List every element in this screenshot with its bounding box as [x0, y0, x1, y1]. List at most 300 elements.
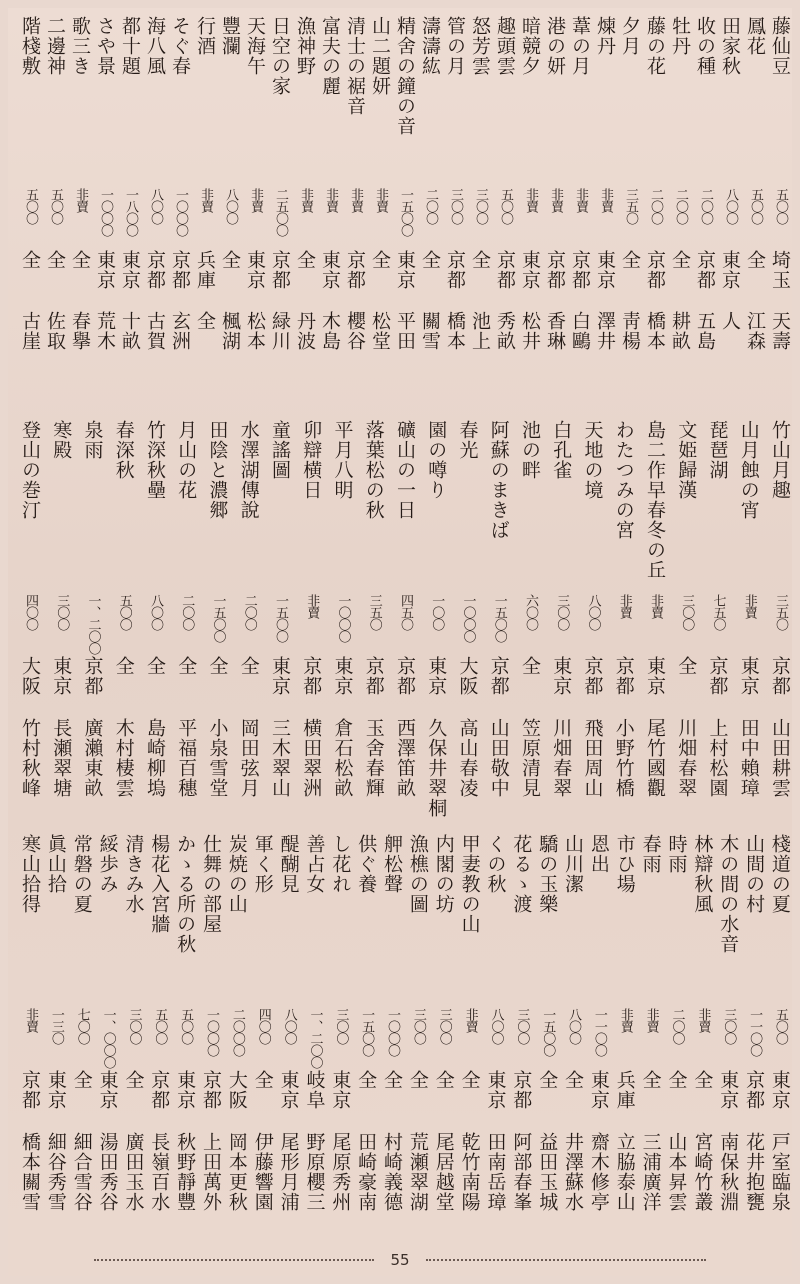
entry-price: 一〇〇〇 — [98, 188, 113, 237]
entry-author: 竹村秋峰 — [19, 718, 41, 798]
listing-entry — [456, 420, 480, 828]
entry-place: 全 — [381, 1070, 404, 1090]
entry-place: 全 — [469, 249, 491, 270]
entry-author: 橋本 — [644, 311, 666, 352]
entry-author: 井澤蘇水 — [562, 1132, 585, 1212]
entry-author: 緑川 — [269, 311, 291, 352]
listing-entry — [668, 16, 692, 416]
entry-author: 廣田玉水 — [122, 1132, 145, 1212]
listing-entry — [483, 834, 507, 1244]
entry-price: 非賣 — [348, 188, 363, 213]
entry-title: 富夫の麗 — [319, 16, 341, 96]
entry-author: 木島 — [319, 311, 341, 352]
listing-entry — [368, 16, 392, 416]
entry-place: 全 — [175, 656, 198, 676]
entry-price: 一三〇 — [48, 1008, 64, 1044]
entry-title: 竹山月趣 — [769, 420, 791, 500]
entry-place: 東京 — [329, 1070, 352, 1110]
entry-title: そぐ春 — [169, 16, 191, 76]
entry-author: 山田敬中 — [487, 718, 510, 798]
entry-title: 林辯秋風 — [691, 834, 714, 914]
listing-entry — [443, 16, 467, 416]
listing-entry — [518, 420, 542, 828]
entry-title: 綏歩み — [96, 834, 119, 894]
entry-author: 池上 — [469, 311, 491, 352]
entry-price: 五〇〇 — [178, 1008, 194, 1044]
listing-entry — [737, 420, 761, 828]
entry-title: 山月蝕の宵 — [737, 420, 760, 520]
entry-author: 長瀬翠塘 — [50, 718, 73, 798]
entry-author: 丹波 — [294, 311, 316, 352]
document-page — [8, 8, 792, 1276]
entry-title: 漁樵の圖 — [406, 834, 429, 914]
entry-title: 島二作早春冬の丘 — [644, 420, 666, 580]
entry-place: 全 — [675, 656, 698, 676]
listing-entry — [18, 420, 42, 828]
listing-entry — [468, 16, 492, 416]
entry-price: 三〇〇 — [54, 594, 70, 630]
listing-entry — [118, 16, 142, 416]
listing-entry — [643, 16, 667, 416]
footer-dotted-rule-left — [94, 1259, 374, 1261]
entry-place: 東京 — [244, 249, 266, 290]
entry-price: 五〇〇 — [48, 188, 63, 225]
entry-title: 山川潔 — [562, 834, 585, 894]
entry-price: 非賣 — [548, 188, 563, 213]
entry-title: 牡丹 — [669, 16, 691, 56]
entry-title: 清きみ水 — [122, 834, 145, 914]
entry-place: 全 — [70, 1070, 93, 1090]
entry-title: 礦山の一日 — [394, 420, 416, 520]
listing-entry — [251, 834, 275, 1244]
entry-price: 非賣 — [198, 188, 213, 213]
entry-price: 非賣 — [617, 1008, 633, 1032]
listing-entry — [693, 16, 717, 416]
entry-author: 松本 — [244, 311, 266, 352]
entry-author: 秋野靜豐 — [174, 1132, 197, 1212]
entry-author: 野原櫻三 — [303, 1132, 326, 1212]
entry-author: 田中賴璋 — [737, 718, 760, 798]
listing-entry — [331, 420, 355, 828]
entry-price: 一〇〇〇 — [335, 594, 351, 642]
entry-author: 岡本更秋 — [225, 1132, 248, 1212]
entry-place: 東京 — [425, 656, 448, 696]
entry-price: 八〇〇 — [566, 1008, 582, 1044]
listing-entry — [535, 834, 559, 1244]
entry-author: 平田 — [394, 311, 416, 352]
entry-author: 秀畝 — [494, 311, 516, 352]
entry-price: 一〇〇〇 — [385, 1008, 401, 1056]
entry-price: 二〇〇 — [241, 594, 257, 630]
entry-author: 松堂 — [369, 311, 391, 352]
entry-author: 尾形月浦 — [277, 1132, 300, 1212]
entry-price: 二五〇〇 — [273, 188, 288, 237]
entry-place: 全 — [458, 1070, 481, 1090]
entry-title: 楊花入宮牆 — [148, 834, 171, 934]
entry-author: 天壽 — [769, 311, 791, 352]
entry-price: 非賣 — [23, 1008, 38, 1032]
entry-place: 京都 — [394, 656, 416, 696]
entry-title: 文姫歸漢 — [675, 420, 698, 500]
entry-place: 東京 — [484, 1070, 507, 1110]
entry-place: 全 — [251, 1070, 274, 1090]
entry-price: 三五〇 — [773, 594, 788, 630]
listing-entry — [612, 420, 636, 828]
entry-price: 一五〇〇 — [273, 594, 288, 642]
listing-section-2 — [18, 420, 792, 828]
entry-title: 童謠圖 — [269, 420, 291, 480]
entry-place: 東京 — [44, 1070, 67, 1110]
entry-price: 一五〇〇 — [398, 188, 413, 237]
entry-title: 鳳花 — [744, 16, 766, 56]
entry-author: 飛田周山 — [581, 718, 604, 798]
listing-entry — [768, 834, 792, 1244]
listing-entry — [343, 16, 367, 416]
entry-title: 清士の裾音 — [344, 16, 366, 116]
listing-entry — [328, 834, 352, 1244]
entry-place: 東京 — [277, 1070, 300, 1110]
entry-author: 西澤笛畝 — [394, 718, 416, 798]
entry-author: 齋木修亭 — [587, 1132, 610, 1212]
entry-place: 全 — [536, 1070, 559, 1090]
entry-place: 埼玉 — [769, 249, 791, 290]
entry-title: 登山の巻汀 — [19, 420, 41, 520]
entry-author: 益田玉城 — [536, 1132, 559, 1212]
entry-place: 東京 — [768, 1070, 791, 1110]
entry-author: 玄洲 — [169, 311, 191, 352]
entry-place: 東京 — [119, 249, 141, 290]
entry-price: 一〇〇〇 — [460, 594, 476, 642]
entry-author: 乾竹南陽 — [458, 1132, 481, 1212]
entry-title: 白孔雀 — [550, 420, 573, 480]
entry-title: し花れ — [329, 834, 352, 894]
entry-author: 小泉雪堂 — [206, 718, 229, 798]
listing-entry — [593, 16, 617, 416]
entry-price: 三〇〇 — [126, 1008, 142, 1044]
listing-entry — [174, 420, 198, 828]
entry-author: 上田萬外 — [200, 1132, 223, 1212]
entry-author: 全 — [194, 311, 216, 332]
entry-author: 橋本 — [444, 311, 466, 352]
listing-entry — [81, 420, 105, 828]
entry-title: 炭焼の山 — [225, 834, 248, 914]
listing-entry — [68, 16, 92, 416]
entry-place: 東京 — [594, 249, 616, 290]
entry-place: 東京 — [331, 656, 354, 696]
listing-entry — [225, 834, 249, 1244]
listing-entry — [277, 834, 301, 1244]
listing-entry — [393, 16, 417, 416]
entry-place: 全 — [294, 249, 316, 270]
entry-author: 三木翠山 — [269, 718, 291, 798]
entry-price: 三〇〇 — [473, 188, 488, 225]
entry-place: 京都 — [169, 249, 191, 290]
entry-price: 五〇〇 — [748, 188, 763, 225]
entry-price: 非賣 — [304, 594, 320, 618]
listing-entry — [299, 420, 323, 828]
entry-author: 楓湖 — [219, 311, 241, 352]
entry-place: 大阪 — [19, 656, 41, 696]
listing-entry — [18, 16, 42, 416]
entry-title: くの秋 — [484, 834, 507, 894]
entry-title: 行酒 — [194, 16, 216, 56]
listing-entry — [318, 16, 342, 416]
entry-title: 落葉松の秋 — [362, 420, 385, 520]
listing-entry — [418, 16, 442, 416]
entry-title: 阿蘇のまきば — [487, 420, 510, 540]
listing-entry — [44, 834, 68, 1244]
entry-place: 京都 — [494, 249, 516, 290]
listing-entry — [718, 16, 742, 416]
entry-title: 春光 — [456, 420, 479, 460]
entry-price: 三〇〇 — [333, 1008, 349, 1044]
entry-author: 田南岳璋 — [484, 1132, 507, 1212]
listing-entry — [509, 834, 533, 1244]
listing-entry — [639, 834, 663, 1244]
entry-price: 八〇〇 — [488, 1008, 504, 1044]
entry-title: 醍醐見 — [277, 834, 300, 894]
entry-title: 天地の境 — [581, 420, 604, 500]
entry-place: 東京 — [587, 1070, 610, 1110]
entry-author: 櫻谷 — [344, 311, 366, 352]
entry-price: 五〇〇 — [152, 1008, 168, 1044]
listing-entry — [293, 16, 317, 416]
entry-title: 時雨 — [665, 834, 688, 874]
entry-title: 寒山拾得 — [19, 834, 41, 914]
entry-author: 香琳 — [544, 311, 566, 352]
entry-price: 二〇〇 — [648, 188, 663, 225]
entry-author: 上村松園 — [706, 718, 729, 798]
entry-title: 海八風 — [144, 16, 166, 76]
entry-author: 湯田秀谷 — [96, 1132, 119, 1212]
entry-price: 非賣 — [373, 188, 388, 213]
entry-place: 京都 — [200, 1070, 223, 1110]
entry-title: 驕の玉樂 — [536, 834, 559, 914]
entry-title: 藤仙豆 — [769, 16, 791, 76]
entry-price: 非賣 — [298, 188, 313, 213]
entry-place: 全 — [744, 249, 766, 270]
entry-place: 全 — [669, 249, 691, 270]
entry-price: 五〇〇 — [773, 188, 788, 225]
entry-price: 五〇〇 — [772, 1008, 788, 1044]
entry-title: 仕舞の部屋 — [200, 834, 223, 934]
entry-title: 園の噂り — [425, 420, 448, 500]
entry-place: 東京 — [719, 249, 741, 290]
entry-title: 春雨 — [639, 834, 662, 874]
entry-price: 一五〇〇 — [540, 1008, 556, 1056]
entry-author: 廣瀨東畝 — [81, 718, 104, 798]
entry-price: 七〇〇 — [74, 1008, 90, 1044]
entry-price: 非賣 — [462, 1008, 478, 1032]
entry-author: 川畑春翠 — [550, 718, 573, 798]
entry-price: 二〇〇 — [698, 188, 713, 225]
entry-price: 非賣 — [598, 188, 613, 213]
entry-title: 濤濤紘 — [419, 16, 441, 76]
entry-author: 靑楊 — [619, 311, 641, 352]
entry-author: 細合雪谷 — [70, 1132, 93, 1212]
listing-entry — [237, 420, 261, 828]
footer-dotted-rule-right — [426, 1259, 706, 1261]
entry-price: 三〇〇 — [554, 594, 570, 630]
listing-entry — [168, 16, 192, 416]
entry-author: 人 — [719, 311, 741, 332]
entry-place: 全 — [432, 1070, 455, 1090]
listing-entry — [193, 16, 217, 416]
listing-entry — [613, 834, 637, 1244]
entry-author: 古崖 — [19, 311, 41, 352]
entry-title: 田陰と濃郷 — [206, 420, 229, 520]
entry-price: 非賣 — [695, 1008, 711, 1032]
entry-place: 全 — [237, 656, 260, 676]
entry-place: 全 — [369, 249, 391, 270]
listing-entry — [643, 420, 667, 828]
entry-author: 高山春凌 — [456, 718, 479, 798]
entry-price: 非賣 — [741, 594, 757, 618]
entry-title: 池の畔 — [519, 420, 541, 480]
listing-entry — [768, 420, 792, 828]
entry-author: 花井抱甕 — [743, 1132, 766, 1212]
entry-price: 非賣 — [323, 188, 338, 213]
entry-author: 倉石松畝 — [331, 718, 354, 798]
entry-place: 全 — [44, 249, 66, 270]
entry-title: 竹深秋壘 — [144, 420, 166, 500]
listing-entry — [112, 420, 136, 828]
entry-place: 全 — [355, 1070, 378, 1090]
entry-author: 尾竹國觀 — [644, 718, 666, 798]
entry-title: 山間の村 — [743, 834, 766, 914]
entry-price: 八〇〇 — [585, 594, 601, 630]
listing-entry — [143, 420, 167, 828]
entry-place: 京都 — [344, 249, 366, 290]
entry-place: 兵庫 — [613, 1070, 636, 1110]
listing-entry — [218, 16, 242, 416]
entry-author: 川畑春翠 — [675, 718, 698, 798]
entry-place: 京都 — [269, 249, 291, 290]
listing-entry — [96, 834, 120, 1244]
entry-author: 江森 — [744, 311, 766, 352]
entry-place: 京都 — [706, 656, 729, 696]
entry-place: 全 — [69, 249, 91, 270]
entry-price: 八〇〇 — [148, 594, 163, 630]
listing-entry — [493, 16, 517, 416]
listing-entry — [268, 420, 292, 828]
entry-price: 八〇〇 — [148, 188, 163, 225]
entry-author: 山田耕雲 — [769, 718, 791, 798]
entry-price: 三〇〇 — [721, 1008, 737, 1044]
page-footer — [8, 1248, 792, 1272]
entry-title: 花るゝ渡 — [510, 834, 533, 914]
listing-entry — [406, 834, 430, 1244]
listing-entry — [587, 834, 611, 1244]
entry-price: 二〇〇 — [669, 1008, 685, 1044]
entry-price: 六〇〇 — [523, 594, 538, 630]
entry-place: 全 — [144, 656, 166, 676]
entry-author: 宮崎竹叢 — [691, 1132, 714, 1212]
listing-entry — [618, 16, 642, 416]
entry-price: 五〇〇 — [23, 188, 38, 225]
entry-place: 京都 — [144, 249, 166, 290]
listing-entry — [147, 834, 171, 1244]
listing-entry — [302, 834, 326, 1244]
entry-price: 三〇〇 — [410, 1008, 426, 1044]
entry-title: さや景 — [94, 16, 116, 76]
listing-entry — [43, 16, 67, 416]
listing-entry — [380, 834, 404, 1244]
entry-title: 煉丹 — [594, 16, 616, 56]
entry-place: 東京 — [550, 656, 573, 696]
entry-title: かゝる所の秋 — [174, 834, 197, 954]
listing-entry — [362, 420, 386, 828]
entry-title: 内閣の坊 — [432, 834, 455, 914]
entry-price: 五〇〇 — [116, 594, 132, 630]
entry-place: 京都 — [612, 656, 635, 696]
entry-place: 京都 — [81, 656, 104, 696]
entry-title: 收の種 — [694, 16, 716, 76]
entry-author: 橋本關雪 — [19, 1132, 41, 1212]
listing-entry — [173, 834, 197, 1244]
entry-price: 非賣 — [643, 1008, 659, 1032]
entry-author: 小野竹橋 — [612, 718, 635, 798]
entry-place: 全 — [112, 656, 135, 676]
entry-author: 尾居越堂 — [432, 1132, 455, 1212]
entry-place: 岐阜 — [303, 1070, 326, 1110]
listing-entry — [268, 16, 292, 416]
entry-place: 京都 — [694, 249, 716, 290]
entry-price: 三〇〇 — [514, 1008, 530, 1044]
entry-price: 一、〇〇〇 — [100, 1008, 116, 1068]
entry-title: 葦の月 — [569, 16, 591, 76]
entry-author: 木村棲雲 — [112, 718, 135, 798]
entry-title: 藤の花 — [644, 16, 666, 76]
entry-price: 二〇〇 — [423, 188, 438, 225]
listing-entry — [518, 16, 542, 416]
entry-price: 三五〇 — [623, 188, 638, 225]
entry-place: 全 — [619, 249, 641, 270]
listing-entry — [690, 834, 714, 1244]
entry-place: 全 — [639, 1070, 662, 1090]
entry-title: 都十題 — [119, 16, 141, 76]
listing-entry — [206, 420, 230, 828]
entry-author: 久保井翠桐 — [425, 718, 448, 818]
entry-place: 東京 — [94, 249, 116, 290]
entry-author: 澤井 — [594, 311, 616, 352]
entry-price: 四五〇 — [398, 594, 413, 630]
entry-title: 平月八明 — [331, 420, 354, 500]
entry-price: 一五〇〇 — [210, 594, 226, 642]
entry-place: 全 — [562, 1070, 585, 1090]
entry-place: 東京 — [50, 656, 73, 696]
entry-title: 夕月 — [619, 16, 641, 56]
listing-entry — [70, 834, 94, 1244]
entry-title: 怒芳雲 — [469, 16, 491, 76]
entry-title: 常磐の夏 — [70, 834, 93, 914]
entry-place: 東京 — [717, 1070, 740, 1110]
entry-place: 全 — [219, 249, 241, 270]
listing-entry — [543, 16, 567, 416]
entry-price: 四〇〇 — [255, 1008, 271, 1044]
entry-price: 一、二〇〇 — [85, 594, 101, 654]
entry-author: 伊藤響園 — [251, 1132, 274, 1212]
entry-place: 大阪 — [225, 1070, 248, 1110]
listing-entry — [561, 834, 585, 1244]
entry-price: 一一〇〇 — [591, 1008, 607, 1056]
entry-place: 京都 — [569, 249, 591, 290]
entry-price: 一五〇〇 — [359, 1008, 375, 1056]
entry-price: 二〇〇 — [179, 594, 195, 630]
entry-place: 全 — [206, 656, 229, 676]
listing-entry — [581, 420, 605, 828]
entry-price: 四〇〇 — [23, 594, 38, 630]
